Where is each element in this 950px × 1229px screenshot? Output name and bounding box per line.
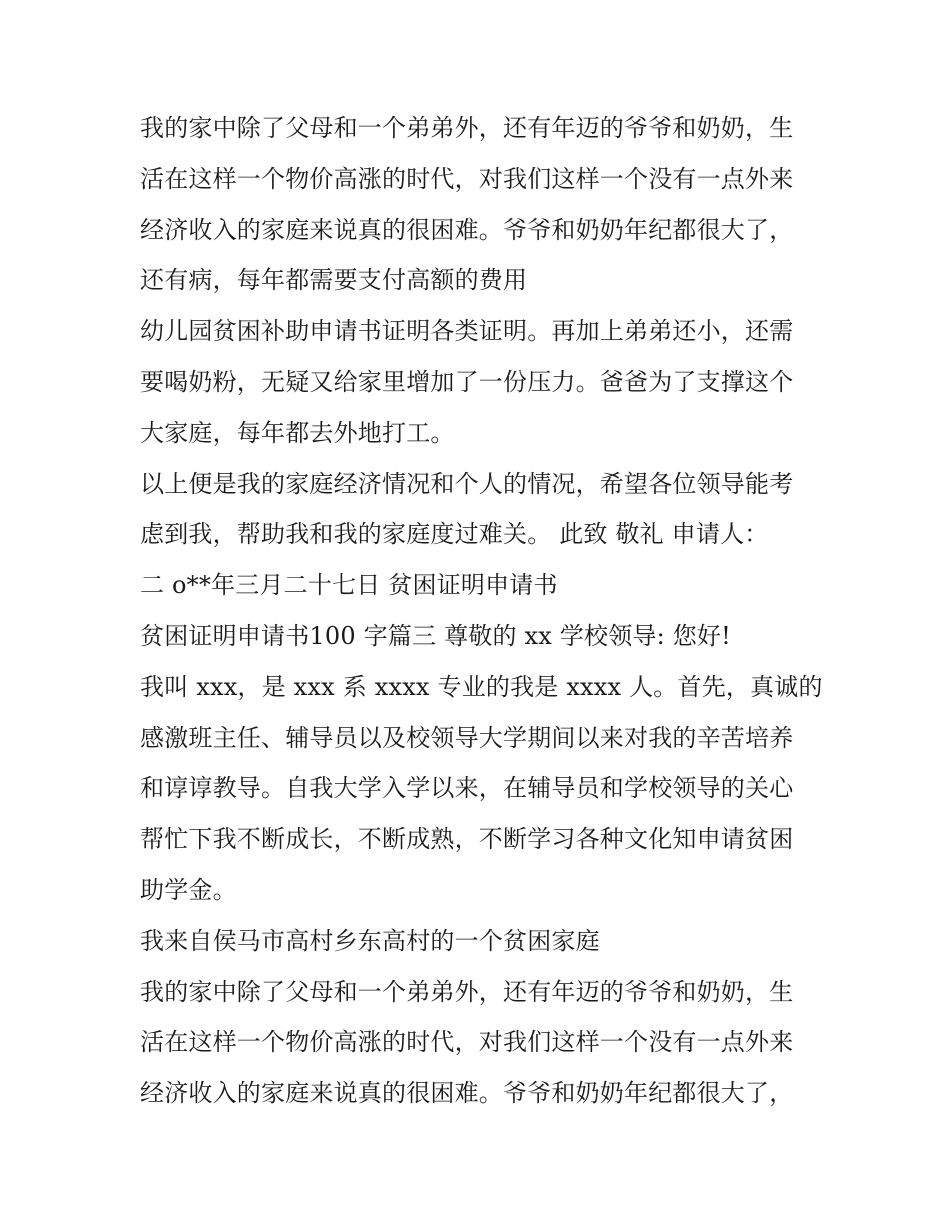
text-line: 感激班主任、辅导员以及校领导大学期间以来对我的辛苦培养 [140,723,794,752]
text-line: 帮忙下我不断成长，不断成熟，不断学习各种文化知申请贫困 [140,825,794,854]
text-line: 虑到我，帮助我和我的家庭度过难关。 此致 敬礼 申请人： [140,520,769,549]
text-line: 助学金。 [140,875,237,904]
text-line: 活在这样一个物价高涨的时代，对我们这样一个没有一点外来 [140,1028,794,1057]
text-line: 要喝奶粉，无疑又给家里增加了一份压力。爸爸为了支撑这个 [140,367,794,396]
text-line: 我的家中除了父母和一个弟弟外，还有年迈的爷爷和奶奶，生 [140,114,794,142]
text-line: 大家庭，每年都去外地打工。 [140,418,455,447]
text-line: 我叫 xxx，是 xxx 系 xxxx 专业的我是 xxxx 人。首先，真诚的 [140,672,823,701]
text-line: 以上便是我的家庭经济情况和个人的情况，希望各位领导能考 [140,469,794,498]
text-line: 二 o**年三月二十七日 贫困证明申请书 [140,571,558,600]
text-line: 贫困证明申请书100 字篇三 尊敬的 xx 学校领导: 您好! [140,621,731,650]
text-line: 幼儿园贫困补助申请书证明各类证明。再加上弟弟还小，还需 [140,317,794,346]
text-line: 我来自侯马市高村乡东高村的一个贫困家庭 [140,926,600,955]
text-line: 和谆谆教导。自我大学入学以来，在辅导员和学校领导的关心 [140,774,794,803]
text-line: 经济收入的家庭来说真的很困难。爷爷和奶奶年纪都很大了， [140,215,794,244]
text-line: 经济收入的家庭来说真的很困难。爷爷和奶奶年纪都很大了， [140,1079,794,1108]
text-line: 活在这样一个物价高涨的时代，对我们这样一个没有一点外来 [140,164,794,193]
document-body [140,103,840,1119]
text-line: 我的家中除了父母和一个弟弟外，还有年迈的爷爷和奶奶，生 [140,977,794,1006]
text-line: 还有病，每年都需要支付高额的费用 [140,266,528,295]
